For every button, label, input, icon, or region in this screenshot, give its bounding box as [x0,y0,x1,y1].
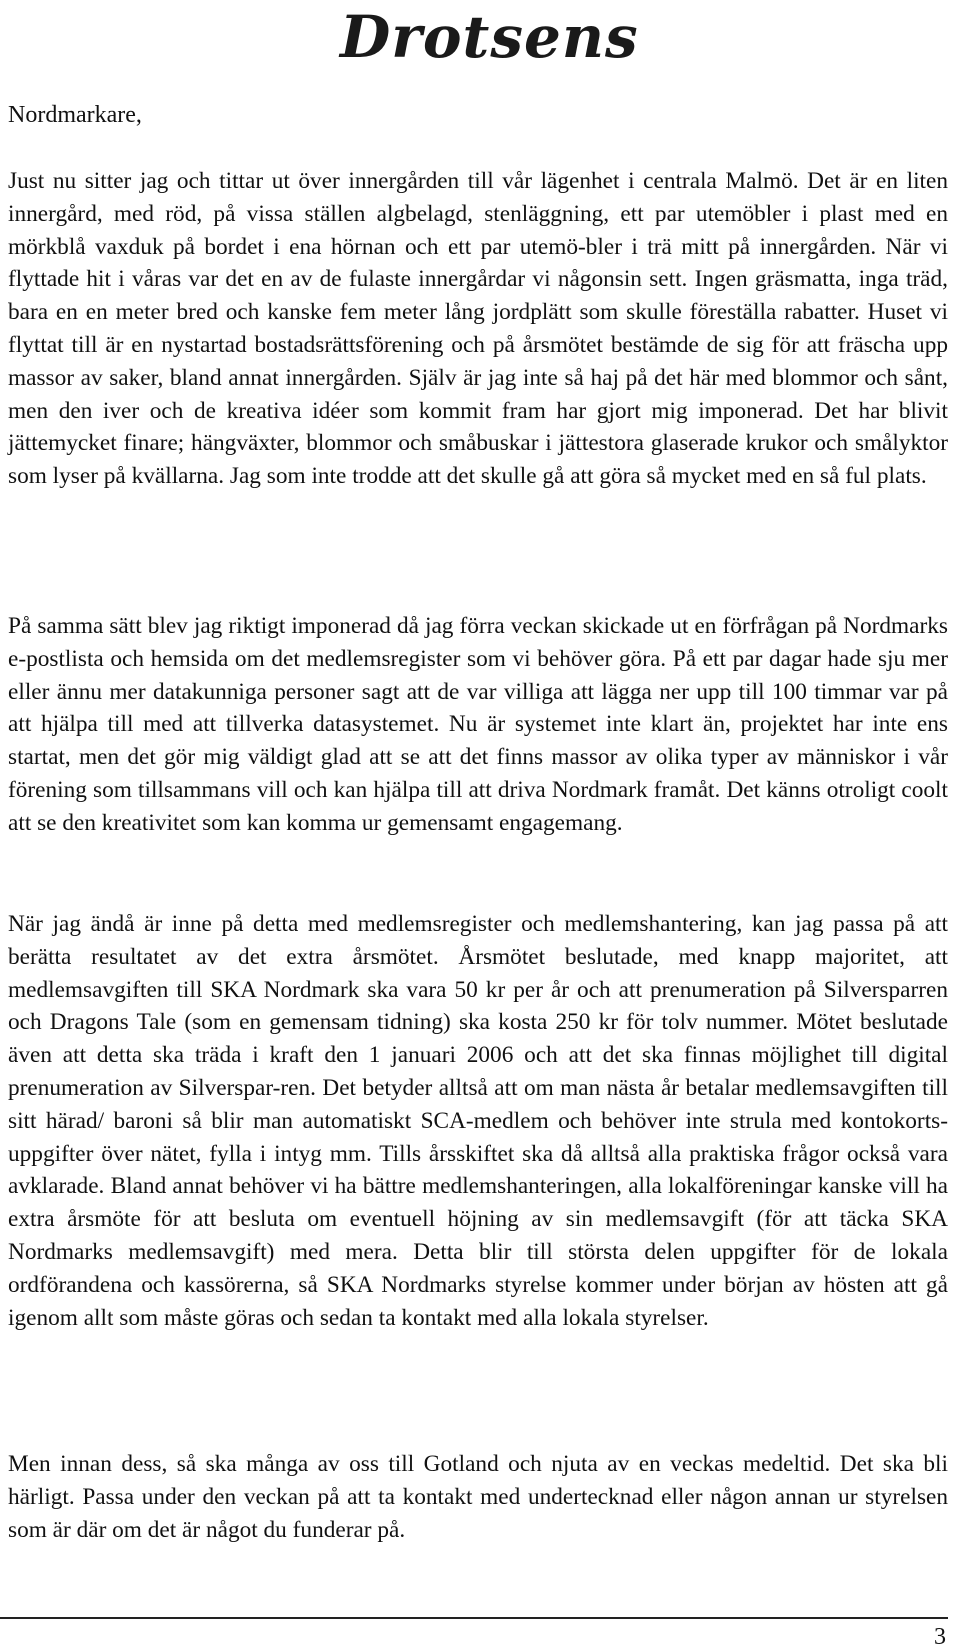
footer-divider [0,1617,948,1619]
page-title: Drotsens [340,3,639,71]
page-number: 3 [934,1624,946,1650]
letter-paragraph: På samma sätt blev jag riktigt imponerad då jag förra veckan skickade ut en förfrågan på Nordmarks e-postlista och hemsida om det medlemsregister som vi behöver göra. På ett par dagar hade sju mer eller ännu mer datakunniga personer sagt att de var villiga att lägga ner upp till 100 timmar var på att hjälpa till med att tillverka datasystemet. Nu är systemet inte klart än, projektet har inte ens startat, men det gör mig väldigt glad att se att det finns massor av olika typer av människor i vår förening som tillsammans vill och kan hjälpa till att driva Nordmark framåt. Det känns otroligt coolt att se den kreativitet som kan komma ur gemensamt engagemang. [8,613,948,836]
letter-paragraph: Men innan dess, så ska många av oss till Gotland och njuta av en veckas medeltid. Det ska bli härligt. Passa under den veckan på att ta kontakt med undertecknad eller någon annan ur styrelsen som är där om det är något du funderar på. [8,1451,948,1543]
letter-paragraph: Just nu sitter jag och tittar ut över innergården till vår lägenhet i centrala Malmö. Det är en liten innergård, med röd, på vissa ställen algbelagd, stenläggning, ett par utemöbler i plast med en mörkblå vaxduk på bordet i ena hörnan och ett par utemö-bler i trä mitt på innergården. När vi flyttade hit i våras var det en av de fulaste innergårdar vi någonsin sett. Ingen gräsmatta, inga träd, bara en en meter bred och kanske fem meter lång jordplätt som skulle föreställa rabatter. Huset vi flyttat till är en nystartad bostadsrättsförening och på årsmötet bestämde de sig för att fräscha upp massor av saker, bland annat innergården. Själv är jag inte så haj på det här med blommor och sånt, men den iver och de kreativa idéer som kommit fram har gjort mig imponerad. Det har blivit jättemycket finare; hängväxter, blommor och småbuskar i jättestora glaserade krukor och smålyktor som lyser på kvällarna. Jag som inte trodde att det skulle gå att göra så mycket med en så ful plats. [8,168,948,490]
letter-paragraph: När jag ändå är inne på detta med medlemsregister och medlemshantering, kan jag passa på att berätta resultatet av det extra årsmötet. Årsmötet beslutade, med knapp majoritet, att medlemsavgiften till SKA Nordmark ska vara 50 kr per år och att prenumeration på Silversparren och Dragons Tale (som en gemensam tidning) ska kosta 250 kr för tolv nummer. Mötet beslutade även att detta ska träda i kraft den 1 januari 2006 och att det ska finnas möjlighet till digital prenumeration av Silverspar-ren. Det betyder alltså att om man nästa år betalar medlemsavgiften till sitt härad/ baroni så blir man automatiskt SCA-medlem och behöver inte strula med kontokorts-uppgifter över nätet, fylla i intyg mm. Tills årsskiftet ska då alltså alla praktiska frågor också vara avklarade. Bland annat behöver vi ha bättre medlemshanteringen, alla lokalföreningar kanske vill ha extra årsmöte för att besluta om eventuell höjning av sin medlemsavgift (för att täcka SKA Nordmarks medlemsavgift) med mera. Detta blir till största delen uppgifter för de lokala ordförandena och kassörerna, så SKA Nordmarks styrelse kommer under början av hösten att gå igenom allt som måste göras och sedan ta kontakt med alla lokala styrelser. [8,911,948,1331]
letter-greeting: Nordmarkare, [8,102,142,128]
